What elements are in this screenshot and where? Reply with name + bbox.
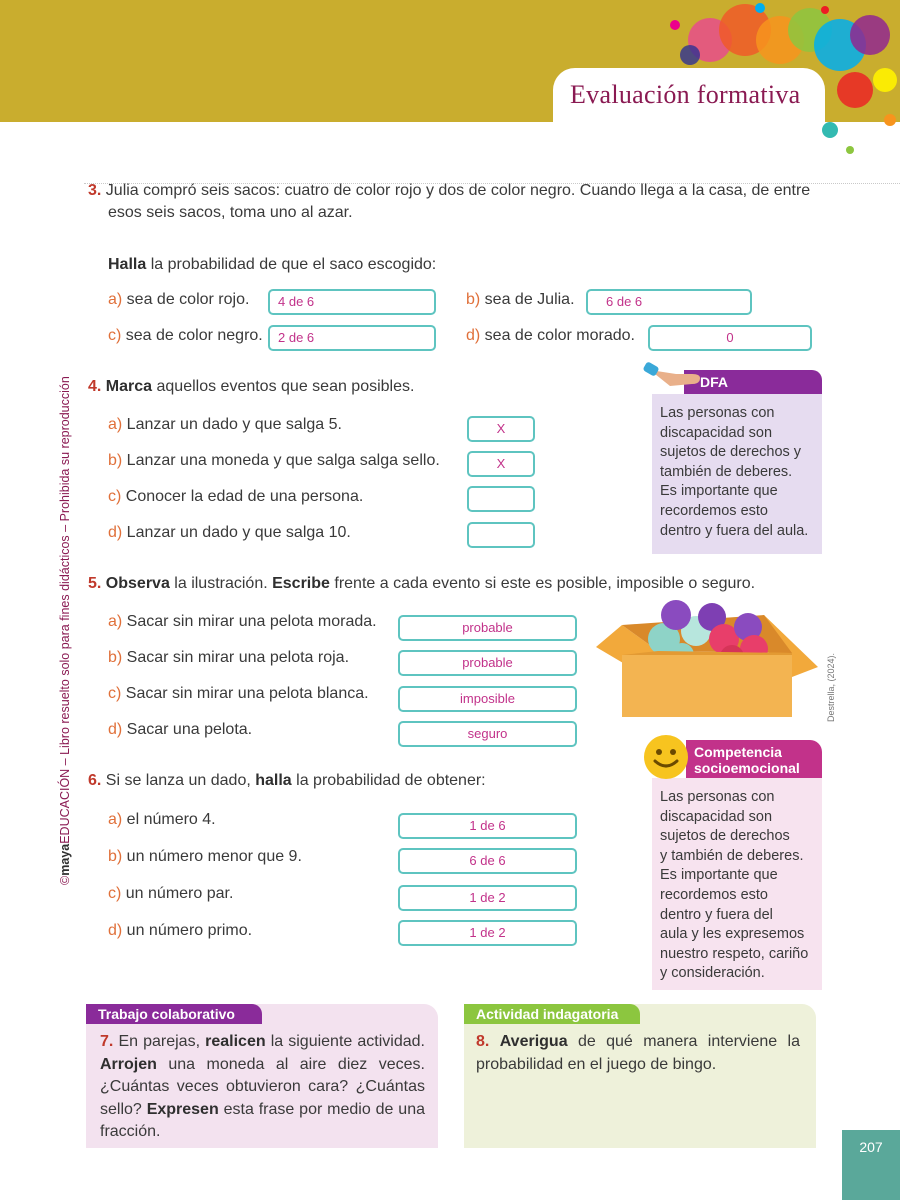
q5-item-b-text: Sacar sin mirar una pelota roja. [122,649,350,666]
q6-number: 6. [88,772,102,789]
q6-item-b [108,846,302,868]
q3-answer-a-value: 4 de 6 [278,294,315,309]
q4-item-a-letter: a) [108,416,123,433]
dfa-body [660,404,808,541]
q4-item-c-text: Conocer la edad de una persona. [121,488,364,505]
q3-answer-d[interactable] [648,325,812,351]
q6-answer-b-value: 6 de 6 [469,853,506,868]
q3-answer-a[interactable] [268,289,436,315]
collab-title: Trabajo colaborativo [86,1004,262,1024]
q5-answer-d-value: seguro [467,726,508,741]
q5-prompt [88,573,755,595]
q5-item-a [108,611,377,633]
dfa-line: discapacidad son [660,424,773,441]
q3-item-d [466,325,635,347]
image-credit: Destrella, (2024). [826,652,836,722]
competencia-line: y también de deberes. [660,847,804,864]
competencia-title-line1: Competencia [694,744,782,760]
q6-answer-d-value: 1 de 2 [469,925,506,940]
q6-answer-c[interactable] [398,885,577,911]
q4-item-d-letter: d) [108,524,123,541]
q3-item-d-text: sea de color morado. [480,327,635,344]
q5-item-a-text: Sacar sin mirar una pelota morada. [122,613,377,630]
q4-check-a[interactable] [467,416,535,442]
q7-text-3: una moneda al aire diez veces. ¿Cuántas veces obtuvieron cara? ¿Cuántas sello? [100,1055,425,1118]
q4-text: aquellos eventos que sean posibles. [152,378,415,395]
q6-item-b-text: un número menor que 9. [122,848,302,865]
box-of-balls-illustration [592,595,824,725]
page-number: 207 [842,1130,900,1200]
q5-answer-b[interactable] [398,650,577,676]
q3-answer-d-value: 0 [726,330,734,345]
q5-text: frente a cada evento si este es posible, imposible o seguro. [329,575,756,592]
q3-item-a [108,289,249,311]
q5-item-c-letter: c) [108,685,122,702]
smiley-icon [642,733,690,781]
q7-verb-1: realicen [205,1033,266,1050]
q4-item-b-letter: b) [108,452,123,469]
q8-paragraph [476,1031,800,1076]
q5-answer-d[interactable] [398,721,577,747]
q3-item-a-letter: a) [108,291,123,308]
q6-item-c-letter: c) [108,885,122,902]
q6-answer-a-value: 1 de 6 [469,818,506,833]
q5-item-d [108,719,252,741]
q3-item-b-letter: b) [466,291,481,308]
brand-name: maya [58,843,72,876]
q6-item-a-text: el número 4. [122,811,216,828]
competencia-line: Las personas con [660,789,775,805]
q5-item-b [108,647,349,669]
q3-item-c [108,325,263,347]
q3-item-b [466,289,575,311]
competencia-line: discapacidad son [660,808,773,825]
q8-number: 8. [476,1033,490,1050]
q5-answer-a-value: probable [462,620,513,635]
q6-item-c [108,883,233,905]
q4-item-b [108,450,440,472]
q7-verb-3: Expresen [146,1100,219,1118]
dfa-line: sujetos de derechos y [660,444,802,461]
q3-instruction-text: la probabilidad de que el saco escogido: [146,256,437,273]
q8-verb: Averigua [499,1033,568,1050]
competencia-line: dentro y fuera del [660,906,773,923]
q4-check-b[interactable] [467,451,535,477]
inquiry-panel [464,1004,816,1148]
q5-item-d-letter: d) [108,721,123,738]
q6-text: la probabilidad de obtener: [291,772,486,789]
q6-item-d [108,920,252,942]
competencia-line: Es importante que [660,867,778,884]
q4-check-c[interactable] [467,486,535,512]
competencia-line: sujetos de derechos [660,828,790,845]
q7-number: 7. [100,1033,114,1050]
competencia-line: y consideración. [660,965,765,982]
page-title: Evaluación formativa [570,80,801,109]
q6-answer-b[interactable] [398,848,577,874]
q8-text: de qué manera interviene la probabilidad en el juego de bingo. [476,1033,800,1073]
copyright-sidebar: ©mayaEDUCACIÓN – Libro resuelto solo para fines didácticos – Prohibida su reproducción [58,376,72,885]
q7-text-1: En parejas, [113,1033,206,1050]
q7-text-4: esta frase por medio de una fracción. [100,1100,425,1140]
q6-verb: halla [255,772,292,789]
q4-item-c-letter: c) [108,488,122,505]
q3-item-d-letter: d) [466,327,481,344]
q3-instruction-verb: Halla [108,256,147,273]
q6-item-d-text: un número primo. [122,922,253,939]
copyright-text: EDUCACIÓN – Libro resuelto solo para fines didácticos – Prohibida su reproducción [58,376,72,844]
q3-item-c-letter: c) [108,327,122,344]
q5-item-c [108,683,369,705]
q7-text-2: la siguiente actividad. [265,1033,425,1050]
q6-prompt [88,770,486,792]
q6-text-pre: Si se lanza un dado, [101,772,256,789]
q3-instruction [108,254,436,276]
q3-item-c-text: sea de color negro. [121,327,263,344]
q5-answer-a[interactable] [398,615,577,641]
q5-item-c-text: Sacar sin mirar una pelota blanca. [121,685,369,702]
q3-answer-b[interactable] [586,289,752,315]
q5-verb-2: Escribe [272,575,330,592]
q4-item-a [108,414,342,436]
q3-answer-c[interactable] [268,325,436,351]
q3-text-line1: Julia compró seis sacos: cuatro de color rojo y dos de color negro. Cuando llega a la casa, de entre [105,182,811,199]
q4-check-a-mark: X [496,421,506,436]
q6-item-a [108,809,216,831]
q5-text-mid: la ilustración. [169,575,273,592]
dfa-title: DFA [684,370,822,394]
q7-verb-2: Arrojen [100,1055,157,1073]
q5-answer-c[interactable] [398,686,577,712]
q6-item-d-letter: d) [108,922,123,939]
q3-answer-c-value: 2 de 6 [278,330,315,345]
competencia-title-line2: socioemocional [694,760,800,776]
q6-item-b-letter: b) [108,848,123,865]
q3-number: 3. [88,182,102,199]
q4-item-a-text: Lanzar un dado y que salga 5. [122,416,342,433]
q3-item-b-text: sea de Julia. [480,291,575,308]
q5-answer-c-value: imposible [460,691,515,706]
q4-check-d[interactable] [467,522,535,548]
q5-item-d-text: Sacar una pelota. [122,721,253,738]
q4-prompt [88,376,414,398]
competencia-line: nuestro respeto, cariño [660,945,809,962]
q4-item-b-text: Lanzar una moneda y que salga salga sello. [122,452,440,469]
dfa-line: Las personas con [660,405,775,421]
q3-line1 [88,180,810,202]
q5-verb-1: Observa [105,575,170,592]
q4-item-d [108,522,351,544]
competencia-body [660,788,808,984]
q6-item-c-text: un número par. [121,885,234,902]
q6-answer-d[interactable] [398,920,577,946]
q4-item-c [108,486,363,508]
competencia-title [686,740,822,778]
competencia-line: recordemos esto [660,886,768,903]
q5-answer-b-value: probable [462,655,513,670]
q5-item-a-letter: a) [108,613,123,630]
q3-line2: esos seis sacos, toma uno al azar. [108,204,353,221]
dfa-line: también de deberes. [660,463,793,480]
q5-number: 5. [88,575,102,592]
q6-answer-a[interactable] [398,813,577,839]
q4-check-b-mark: X [496,456,506,471]
q3-answer-b-value: 6 de 6 [606,294,643,309]
dfa-line: recordemos esto [660,502,768,519]
q4-number: 4. [88,378,102,395]
dfa-line: dentro y fuera del aula. [660,522,809,539]
q3-item-a-text: sea de color rojo. [122,291,250,308]
q4-item-d-text: Lanzar un dado y que salga 10. [122,524,351,541]
competencia-line: aula y les expresemos [660,926,805,943]
q6-item-a-letter: a) [108,811,123,828]
q6-answer-c-value: 1 de 2 [469,890,506,905]
q7-paragraph [100,1031,425,1144]
inquiry-title: Actividad indagatoria [464,1004,640,1024]
dfa-line: Es importante que [660,483,778,500]
q5-item-b-letter: b) [108,649,123,666]
q4-verb: Marca [105,378,153,395]
hand-icon [640,362,708,398]
